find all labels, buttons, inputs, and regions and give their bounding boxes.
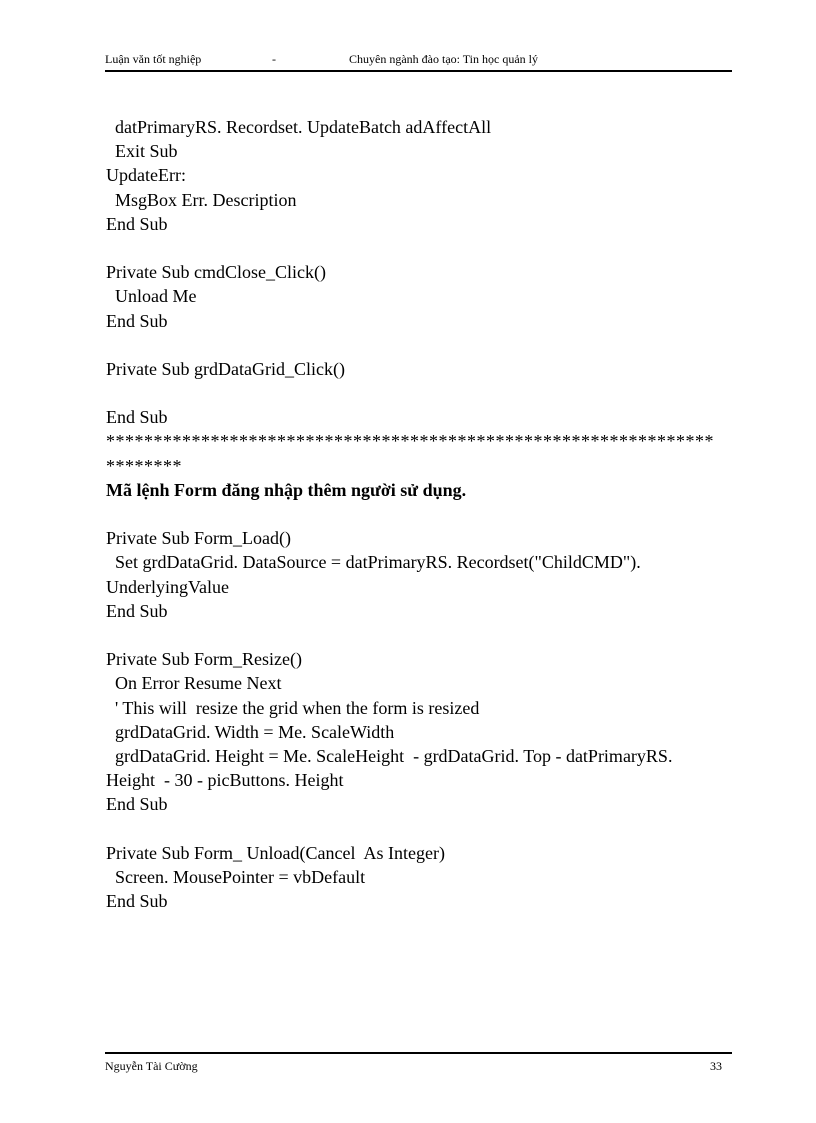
code-line: Height - 30 - picButtons. Height [106,770,344,791]
code-line: MsgBox Err. Description [106,189,297,210]
blank-line [106,502,726,526]
code-line: ' This will resize the grid when the form is resized [106,697,480,718]
code-line: Unload Me [106,286,197,307]
code-line: On Error Resume Next [106,673,282,694]
header-thesis-label: Luận văn tốt nghiệp [105,52,202,66]
page-footer [105,1052,732,1074]
code-line: Private Sub Form_Resize() [106,649,302,670]
code-line: Screen. MousePointer = vbDefault [106,866,366,887]
footer-author: Nguyễn Tài Cường [105,1059,198,1073]
document-body [106,115,726,913]
code-line: grdDataGrid. Height = Me. ScaleHeight - grdDataGrid. Top - datPrimaryRS. [106,745,673,766]
code-line: UpdateErr: [106,165,186,186]
header-separator: - [272,52,276,66]
code-line: End Sub [106,407,168,428]
code-line: Set grdDataGrid. DataSource = datPrimaryRS. Recordset("ChildCMD"). [106,552,641,573]
code-line: End Sub [106,310,168,331]
code-line: End Sub [106,891,168,911]
code-line: UnderlyingValue [106,576,229,597]
blank-line [106,333,726,357]
blank-line [106,381,726,405]
code-line: grdDataGrid. Width = Me. ScaleWidth [106,721,395,742]
separator-line: **************************************************************** [106,431,714,452]
code-line: End Sub [106,794,168,815]
code-line: Private Sub cmdClose_Click() [106,262,326,283]
code-line: datPrimaryRS. Recordset. UpdateBatch adAffectAll [106,117,492,137]
blank-line [106,236,726,260]
code-line: End Sub [106,213,168,234]
code-line: Private Sub grdDataGrid_Click() [106,358,345,379]
separator-line: ******** [106,455,182,476]
code-line: Private Sub Form_ Unload(Cancel As Integer) [106,842,445,863]
page-header [105,52,732,72]
code-line: Exit Sub [106,141,178,162]
section-heading: Mã lệnh Form đăng nhập thêm người sử dụng. [106,479,467,500]
blank-line [106,816,726,840]
code-line: End Sub [106,600,168,621]
header-major-label: Chuyên ngành đào tạo: Tin học quản lý [349,52,538,66]
blank-line [106,623,726,647]
code-line: Private Sub Form_Load() [106,528,291,549]
page-number: 33 [710,1059,722,1073]
